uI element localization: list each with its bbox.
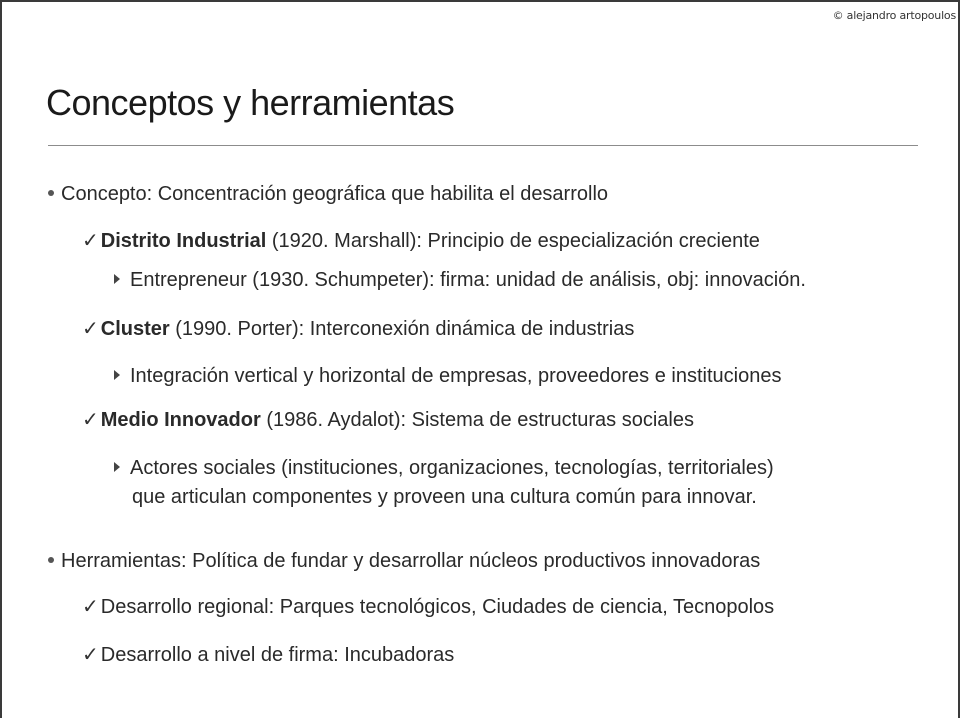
triangle-bullet-icon <box>114 274 120 284</box>
slide-title: Conceptos y herramientas <box>46 82 455 123</box>
sub-item-integracion <box>114 363 781 389</box>
bullet-herramientas <box>48 548 760 574</box>
check-item-text: (1990. Porter): Interconexión dinámica de industrias <box>169 318 635 340</box>
sub-item-entrepreneur <box>114 267 806 293</box>
triangle-bullet-icon <box>114 370 120 380</box>
checkmark-icon: ✓ <box>82 230 99 252</box>
check-item-bold-label: Distrito Industrial <box>100 230 267 252</box>
check-item-bold-label: Cluster <box>100 318 170 340</box>
check-item-desarrollo-firma <box>82 642 454 668</box>
triangle-bullet-icon <box>114 462 120 472</box>
check-item-cluster <box>82 316 634 342</box>
check-item-text: Desarrollo a nivel de firma: Incubadoras <box>100 644 455 666</box>
sub-item-text: Entrepreneur (1930. Schumpeter): firma: unidad de análisis, obj: innovación. <box>130 269 806 291</box>
bullet-concepto-text: Concepto: Concentración geográfica que habilita el desarrollo <box>61 183 609 205</box>
checkmark-icon: ✓ <box>82 596 99 618</box>
check-item-distrito-industrial <box>82 228 760 254</box>
title-divider <box>48 145 918 146</box>
bullet-herramientas-text: Herramientas: Política de fundar y desarrollar núcleos productivos innovadoras <box>61 550 761 572</box>
check-item-medio-innovador <box>82 407 694 433</box>
checkmark-icon: ✓ <box>82 409 99 431</box>
bullet-concepto <box>48 181 608 207</box>
check-item-text: (1986. Aydalot): Sistema de estructuras sociales <box>260 409 694 431</box>
sub-item-text: Integración vertical y horizontal de empresas, proveedores e instituciones <box>130 365 782 387</box>
checkmark-icon: ✓ <box>82 318 99 340</box>
copyright-notice: © alejandro artopoulos <box>832 9 956 22</box>
check-item-desarrollo-regional <box>82 594 774 620</box>
sub-item-text: Actores sociales (instituciones, organizaciones, tecnologías, territoriales) <box>130 457 774 479</box>
checkmark-icon: ✓ <box>82 644 99 666</box>
sub-item-actores-continuation <box>132 484 757 510</box>
check-item-text: Desarrollo regional: Parques tecnológicos, Ciudades de ciencia, Tecnopolos <box>100 596 775 618</box>
sub-item-actores <box>114 455 774 481</box>
bullet-dot-icon <box>48 190 54 196</box>
check-item-bold-label: Medio Innovador <box>100 409 261 431</box>
bullet-dot-icon <box>48 557 54 563</box>
check-item-text: (1920. Marshall): Principio de especialización creciente <box>266 230 760 252</box>
sub-item-text: que articulan componentes y proveen una cultura común para innovar. <box>132 486 757 508</box>
